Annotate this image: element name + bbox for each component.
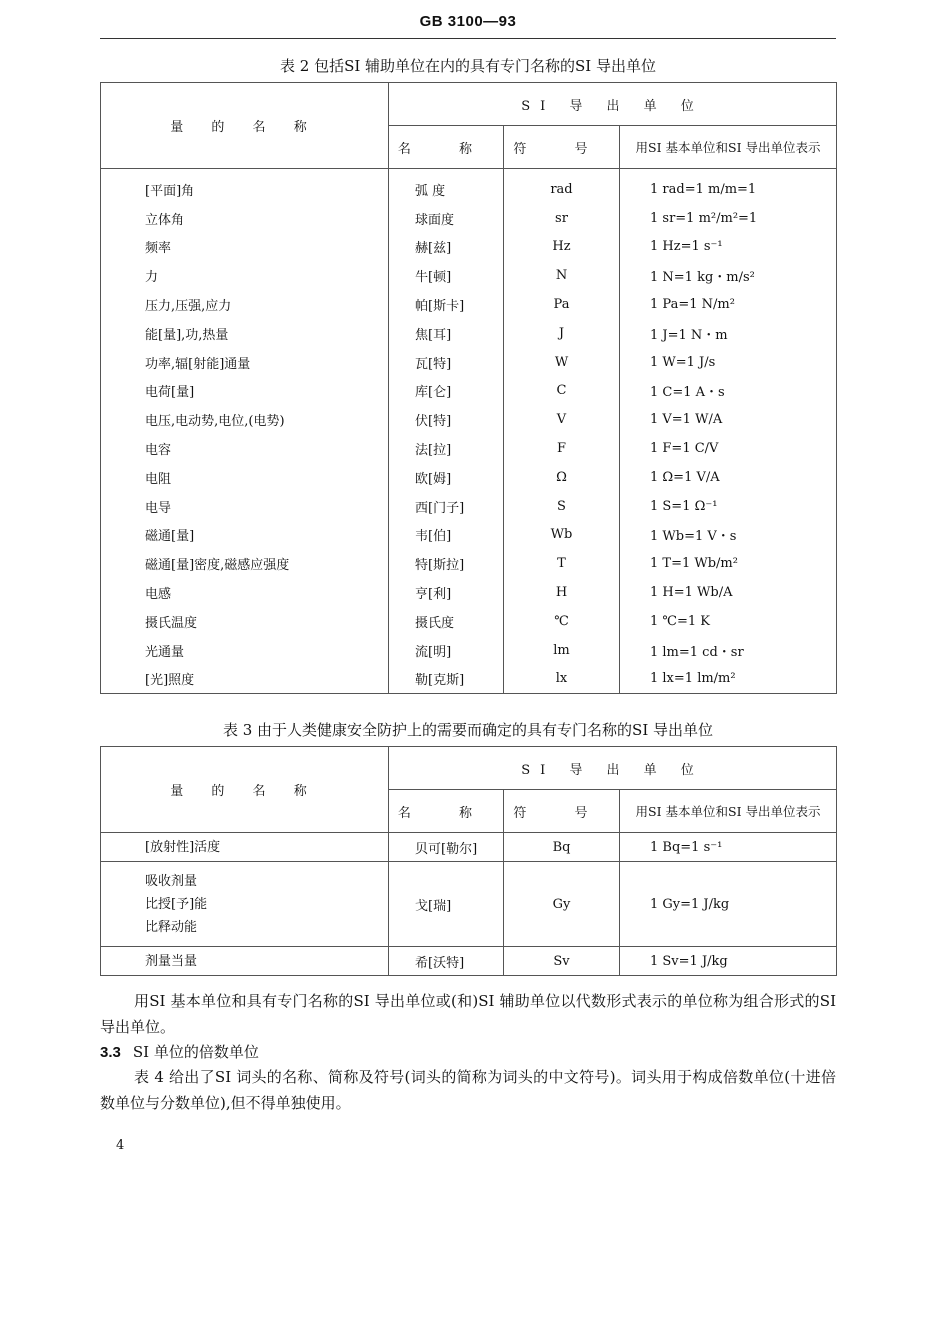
unit-symbol: lm (504, 636, 620, 665)
unit-expression: 1 Sv=1 J/kg (620, 947, 837, 976)
unit-name: 球面度 (389, 204, 504, 233)
table-row (101, 377, 837, 406)
quantity-name: [平面]角 (101, 169, 389, 204)
unit-symbol: sr (504, 204, 620, 233)
section-heading (100, 1041, 259, 1064)
unit-expression: 1 Hz=1 s⁻¹ (620, 233, 837, 262)
unit-name: 弧 度 (389, 169, 504, 204)
unit-symbol: Hz (504, 233, 620, 262)
quantity-name: 力 (101, 261, 389, 290)
quantity-name (101, 833, 389, 862)
unit-expression: 1 F=1 C/V (620, 434, 837, 463)
table2-si-derived-header: SI 导 出 单 位 (389, 83, 837, 126)
paragraph-composite-units: 用SI 基本单位和具有专门名称的SI 导出单位或(和)SI 辅助单位以代数形式表示的单位称为组合形式的SI 导出单位。 (100, 992, 836, 1036)
unit-expression: 1 S=1 Ω⁻¹ (620, 492, 837, 521)
quantity-name: 光通量 (101, 636, 389, 665)
unit-symbol: ℃ (504, 607, 620, 636)
quantity-name (101, 947, 389, 976)
unit-expression: 1 H=1 Wb/A (620, 578, 837, 607)
table-row (101, 665, 837, 694)
quantity-line: [放射性]活度 (145, 839, 221, 855)
table2-caption: 表 2 包括SI 辅助单位在内的具有专门名称的SI 导出单位 (279, 57, 657, 75)
unit-name: 戈[瑞] (389, 862, 504, 947)
quantity-name: 电压,电动势,电位,(电势) (101, 405, 389, 434)
table3 (100, 746, 837, 976)
table-row (101, 261, 837, 290)
table-row (101, 833, 837, 862)
table-row (101, 204, 837, 233)
unit-name: 赫[兹] (389, 233, 504, 262)
unit-symbol: rad (504, 169, 620, 204)
unit-symbol: Gy (504, 862, 620, 947)
unit-name: 伏[特] (389, 405, 504, 434)
unit-name: 韦[伯] (389, 521, 504, 550)
paragraph-si-prefixes: 表 4 给出了SI 词头的名称、简称及符号(词头的简称为词头的中文符号)。词头用于构成倍数单位(十进倍数单位与分数单位),但不得单独使用。 (100, 1068, 836, 1112)
unit-expression: 1 lx=1 lm/m² (620, 665, 837, 694)
unit-symbol: C (504, 377, 620, 406)
table2 (100, 82, 837, 694)
unit-name: 希[沃特] (389, 947, 504, 976)
quantity-line: 剂量当量 (145, 953, 198, 969)
quantity-name: 电容 (101, 434, 389, 463)
page-header: GB 3100—93 (100, 8, 836, 39)
section-number: 3.3 (100, 1044, 121, 1061)
unit-symbol: Bq (504, 833, 620, 862)
table-row (101, 319, 837, 348)
unit-symbol: lx (504, 665, 620, 694)
table3-unit-name-header: 名 称 (389, 790, 504, 833)
table-row (101, 862, 837, 947)
table3-expression-header: 用SI 基本单位和SI 导出单位表示 (620, 790, 837, 833)
table2-symbol-header: 符 号 (504, 126, 620, 169)
unit-expression: 1 Ω=1 V/A (620, 463, 837, 492)
unit-symbol: T (504, 549, 620, 578)
table3-caption: 表 3 由于人类健康安全防护上的需要而确定的具有专门名称的SI 导出单位 (222, 721, 714, 739)
table-row (101, 521, 837, 550)
unit-symbol: Wb (504, 521, 620, 550)
unit-name: 牛[顿] (389, 261, 504, 290)
table-row (101, 549, 837, 578)
section-title: SI 单位的倍数单位 (132, 1043, 259, 1061)
page-number: 4 (116, 1138, 125, 1153)
unit-expression: 1 lm=1 cd・sr (620, 636, 837, 665)
unit-expression: 1 Wb=1 V・s (620, 521, 837, 550)
table-row (101, 947, 837, 976)
unit-name: 帕[斯卡] (389, 290, 504, 319)
unit-name: 欧[姆] (389, 463, 504, 492)
quantity-name: 压力,压强,应力 (101, 290, 389, 319)
table2-body (101, 169, 837, 694)
quantity-name: 摄氏温度 (101, 607, 389, 636)
quantity-line: 吸收剂量 (145, 873, 198, 889)
unit-expression: 1 V=1 W/A (620, 405, 837, 434)
unit-expression: 1 rad=1 m/m=1 (620, 169, 837, 204)
quantity-name: [光]照度 (101, 665, 389, 694)
table3-body (101, 833, 837, 976)
unit-symbol: N (504, 261, 620, 290)
table-row (101, 405, 837, 434)
table-row (101, 290, 837, 319)
unit-expression: 1 W=1 J/s (620, 348, 837, 377)
unit-expression: 1 Bq=1 s⁻¹ (620, 833, 837, 862)
quantity-name: 电感 (101, 578, 389, 607)
unit-expression: 1 J=1 N・m (620, 319, 837, 348)
unit-expression: 1 ℃=1 K (620, 607, 837, 636)
unit-name: 特[斯拉] (389, 549, 504, 578)
unit-symbol: S (504, 492, 620, 521)
quantity-name: 功率,辐[射能]通量 (101, 348, 389, 377)
table2-expression-header: 用SI 基本单位和SI 导出单位表示 (620, 126, 837, 169)
unit-name: 勒[克斯] (389, 665, 504, 694)
quantity-name: 电阻 (101, 463, 389, 492)
unit-symbol: W (504, 348, 620, 377)
quantity-line: 比授[予]能 (145, 896, 208, 912)
table3-symbol-header: 符 号 (504, 790, 620, 833)
unit-symbol: V (504, 405, 620, 434)
table-row (101, 578, 837, 607)
table3-quantity-header: 量 的 名 称 (101, 747, 389, 833)
unit-symbol: Sv (504, 947, 620, 976)
unit-name: 库[仑] (389, 377, 504, 406)
unit-name: 西[门子] (389, 492, 504, 521)
table-row (101, 607, 837, 636)
quantity-name: 频率 (101, 233, 389, 262)
unit-expression: 1 N=1 kg・m/s² (620, 261, 837, 290)
table-row (101, 348, 837, 377)
unit-name: 贝可[勒尔] (389, 833, 504, 862)
unit-expression: 1 Gy=1 J/kg (620, 862, 837, 947)
table-row (101, 233, 837, 262)
quantity-name: 磁通[量]密度,磁感应强度 (101, 549, 389, 578)
unit-expression: 1 sr=1 m²/m²=1 (620, 204, 837, 233)
unit-name: 流[明] (389, 636, 504, 665)
unit-name: 法[拉] (389, 434, 504, 463)
unit-symbol: Ω (504, 463, 620, 492)
unit-name: 焦[耳] (389, 319, 504, 348)
table-row (101, 434, 837, 463)
quantity-name: 磁通[量] (101, 521, 389, 550)
quantity-name: 能[量],功,热量 (101, 319, 389, 348)
unit-name: 亨[利] (389, 578, 504, 607)
quantity-line: 比释动能 (145, 919, 198, 935)
quantity-name (101, 862, 389, 947)
table-row (101, 463, 837, 492)
unit-symbol: H (504, 578, 620, 607)
unit-symbol: J (504, 319, 620, 348)
unit-expression: 1 T=1 Wb/m² (620, 549, 837, 578)
unit-symbol: F (504, 434, 620, 463)
quantity-name: 电导 (101, 492, 389, 521)
quantity-name: 电荷[量] (101, 377, 389, 406)
table2-unit-name-header: 名 称 (389, 126, 504, 169)
table-row (101, 636, 837, 665)
quantity-name: 立体角 (101, 204, 389, 233)
unit-name: 摄氏度 (389, 607, 504, 636)
unit-name: 瓦[特] (389, 348, 504, 377)
table3-si-derived-header: SI 导 出 单 位 (389, 747, 837, 790)
unit-expression: 1 C=1 A・s (620, 377, 837, 406)
table-row (101, 169, 837, 204)
unit-expression: 1 Pa=1 N/m² (620, 290, 837, 319)
table-row (101, 492, 837, 521)
table2-quantity-header: 量 的 名 称 (101, 83, 389, 169)
unit-symbol: Pa (504, 290, 620, 319)
